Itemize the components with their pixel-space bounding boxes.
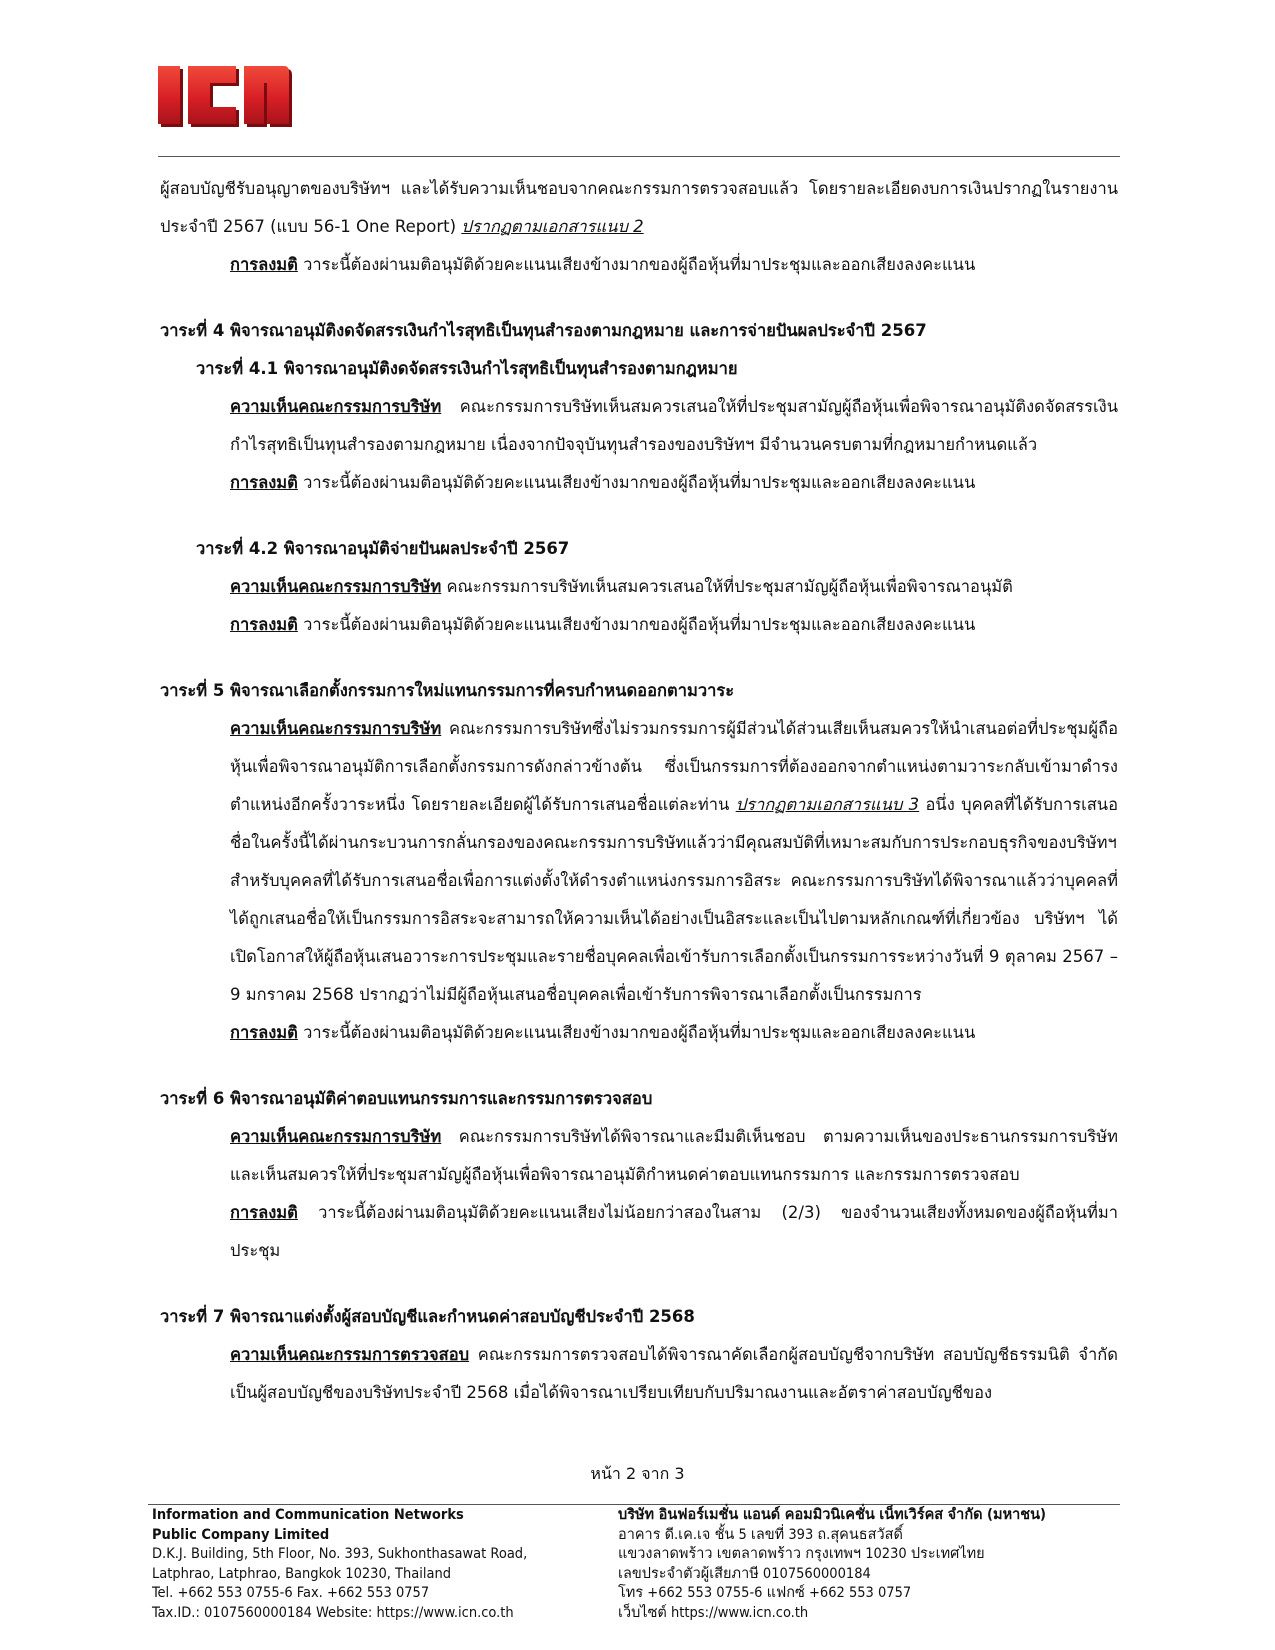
agenda-5-opinion <box>160 710 1118 1014</box>
agenda-4-1-opinion <box>160 388 1118 464</box>
page-number: หน้า 2 จาก 3 <box>590 1464 685 1483</box>
opinion-label: ความเห็นคณะกรรมการบริษัท <box>230 1127 442 1146</box>
vote-label: การลงมติ <box>230 615 298 634</box>
footer-company-name-thai: บริษัท อินฟอร์เมชั่น แอนด์ คอมมิวนิเคชั่น เน็ทเวิร์คส จำกัด (มหาชน) <box>618 1507 1046 1523</box>
intro-paragraph <box>160 170 1118 246</box>
agenda-5-vote <box>160 1014 1118 1052</box>
opinion-label: ความเห็นคณะกรรมการบริษัท <box>230 719 442 738</box>
agenda-5-title: วาระที่ 5 พิจารณาเลือกตั้งกรรมการใหม่แทนกรรมการที่ครบกำหนดออกตามวาระ <box>160 681 735 700</box>
footer-phone-thai: โทร +662 553 0755-6 แฟกซ์ +662 553 0757 <box>618 1585 912 1601</box>
agenda-6-opinion <box>160 1118 1118 1194</box>
vote-label: การลงมติ <box>230 473 298 492</box>
opinion-text: คณะกรรมการบริษัทซึ่งไม่รวมกรรมการผู้มีส่วนได้ส่วนเสียเห็นสมควรให้นำเสนอต่อที่ประชุมผู้ถือหุ้นเพื่อพิจารณาอนุมัติการเลือกตั้งกรรมการดังกล่าวข้างต้น ซึ่งเป็นกรรมการที่ต้องออกจากตำแหน่งตามวาระกลับเข้ามาดำรงตำแหน่งอีกครั้งวาระหนึ่ง โดยรายละเอียดผู้ได้รับการเสนอชื่อแต่ละท่าน <box>230 719 1118 814</box>
agenda-6-title: วาระที่ 6 พิจารณาอนุมัติค่าตอบแทนกรรมการและกรรมการตรวจสอบ <box>160 1089 653 1108</box>
vote-text: วาระนี้ต้องผ่านมติอนุมัติด้วยคะแนนเสียงข้างมากของผู้ถือหุ้นที่มาประชุมและออกเสียงลงคะแนน <box>297 255 976 274</box>
footer-thai <box>618 1506 1118 1623</box>
vote-label: การลงมติ <box>230 255 298 274</box>
attachment-2-reference: ปรากฏตามเอกสารแนบ 2 <box>461 217 644 236</box>
agenda-7-title: วาระที่ 7 พิจารณาแต่งตั้งผู้สอบบัญชีและกำหนดค่าสอบบัญชีประจำปี 2568 <box>160 1307 695 1326</box>
vote-label: การลงมติ <box>230 1023 298 1042</box>
opinion-label: ความเห็นคณะกรรมการบริษัท <box>230 577 442 596</box>
opinion-text: คณะกรรมการตรวจสอบได้พิจารณาคัดเลือกผู้สอบบัญชีจากบริษัท สอบบัญชีธรรมนิติ จำกัด เป็นผู้สอบบัญชีของบริษัทประจำปี 2568 เมื่อได้พิจารณาเปรียบเทียบกับปริมาณงานและอัตราค่าสอบบัญชีของ <box>230 1345 1118 1402</box>
agenda-4-2-vote <box>160 606 1118 644</box>
footer-address-line1: D.K.J. Building, 5th Floor, No. 393, Sukhonthasawat Road, <box>152 1546 528 1562</box>
vote-text: วาระนี้ต้องผ่านมติอนุมัติด้วยคะแนนเสียงข้างมากของผู้ถือหุ้นที่มาประชุมและออกเสียงลงคะแนน <box>297 615 976 634</box>
footer-address-thai-line1: อาคาร ดี.เค.เจ ชั้น 5 เลขที่ 393 ถ.สุคนธสวัสดิ์ <box>618 1526 903 1543</box>
header-rule <box>158 156 1120 157</box>
footer-website-thai: เว็บไซต์ https://www.icn.co.th <box>618 1604 809 1621</box>
vote-paragraph <box>160 246 1118 284</box>
audit-committee-opinion-label: ความเห็นคณะกรรมการตรวจสอบ <box>230 1345 470 1364</box>
document-body <box>160 170 1118 1412</box>
agenda-4-2-opinion <box>160 568 1118 606</box>
footer-phone: Tel. +662 553 0755-6 Fax. +662 553 0757 <box>152 1585 430 1601</box>
opinion-text-continued: อนึ่ง บุคคลที่ได้รับการเสนอชื่อในครั้งนี้ได้ผ่านกระบวนการกลั่นกรองของคณะกรรมการบริษัทแล้วว่ามีคุณสมบัติที่เหมาะสมกับการประกอบธุรกิจของบริษัทฯ สำหรับบุคคลที่ได้รับการเสนอชื่อเพื่อการแต่งตั้งให้ดำรงตำแหน่งกรรมการอิสระ คณะกรรมการบริษัทได้พิจารณาแล้วว่าบุคคลที่ได้ถูกเสนอชื่อให้เป็นกรรมการอิสระจะสามารถให้ความเห็นได้อย่างเป็นอิสระและเป็นไปตามหลักเกณฑ์ที่เกี่ยวข้อง บริษัทฯ ได้เปิดโอกาสให้ผู้ถือหุ้นเสนอวาระการประชุมและรายชื่อบุคคลเพื่อเข้ารับการเลือกตั้งเป็นกรรมการระหว่างวันที่ 9 ตุลาคม 2567 – 9 มกราคม 2568 ปรากฏว่าไม่มีผู้ถือหุ้นเสนอชื่อบุคคลเพื่อเข้ารับการพิจารณาเลือกตั้งเป็นกรรมการ <box>230 795 1118 1004</box>
footer-company-name-line1: Information and Communication Networks <box>152 1507 464 1523</box>
agenda-7-opinion <box>160 1336 1118 1412</box>
agenda-6-vote <box>160 1194 1118 1270</box>
footer-taxid-website: Tax.ID.: 0107560000184 Website: https://www.icn.co.th <box>152 1604 514 1621</box>
opinion-text: คณะกรรมการบริษัทเห็นสมควรเสนอให้ที่ประชุมสามัญผู้ถือหุ้นเพื่อพิจารณาอนุมัติ <box>441 577 1013 596</box>
agenda-4-2-title: วาระที่ 4.2 พิจารณาอนุมัติจ่ายปันผลประจำปี 2567 <box>196 539 570 558</box>
agenda-4-1-title: วาระที่ 4.1 พิจารณาอนุมัติงดจัดสรรเงินกำไรสุทธิเป็นทุนสำรองตามกฎหมาย <box>196 359 738 378</box>
footer-company-name-line2: Public Company Limited <box>152 1526 330 1543</box>
opinion-text: คณะกรรมการบริษัทได้พิจารณาและมีมติเห็นชอบ ตามความเห็นของประธานกรรมการบริษัท และเห็นสมควรให้ที่ประชุมสามัญผู้ถือหุ้นเพื่อพิจารณาอนุมัติกำหนดค่าตอบแทนกรรมการ และกรรมการตรวจสอบ <box>230 1127 1118 1184</box>
footer-address-line2: Latphrao, Latphrao, Bangkok 10230, Thailand <box>152 1565 452 1582</box>
footer-address-thai-line2: แขวงลาดพร้าว เขตลาดพร้าว กรุงเทพฯ 10230 ประเทศไทย <box>618 1546 985 1562</box>
vote-label: การลงมติ <box>230 1203 298 1222</box>
footer-rule <box>148 1504 1120 1505</box>
footer-taxid-thai: เลขประจำตัวผู้เสียภาษี 0107560000184 <box>618 1565 871 1582</box>
attachment-3-reference: ปรากฏตามเอกสารแนบ 3 <box>735 795 920 814</box>
intro-text: ผู้สอบบัญชีรับอนุญาตของบริษัทฯ และได้รับความเห็นชอบจากคณะกรรมการตรวจสอบแล้ว โดยรายละเอียดงบการเงินปรากฏในรายงานประจำปี 2567 (แบบ 56-1 One Report) <box>160 179 1118 236</box>
agenda-4-1-vote <box>160 464 1118 502</box>
footer-english <box>152 1506 592 1623</box>
vote-text: วาระนี้ต้องผ่านมติอนุมัติด้วยคะแนนเสียงข้างมากของผู้ถือหุ้นที่มาประชุมและออกเสียงลงคะแนน <box>297 1023 976 1042</box>
agenda-4-title: วาระที่ 4 พิจารณาอนุมัติงดจัดสรรเงินกำไรสุทธิเป็นทุนสำรองตามกฎหมาย และการจ่ายปันผลประจำปี 2567 <box>160 321 927 340</box>
icn-logo <box>158 66 293 131</box>
opinion-label: ความเห็นคณะกรรมการบริษัท <box>230 397 442 416</box>
opinion-text: คณะกรรมการบริษัทเห็นสมควรเสนอให้ที่ประชุมสามัญผู้ถือหุ้นเพื่อพิจารณาอนุมัติงดจัดสรรเงินกำไรสุทธิเป็นทุนสำรองตามกฎหมาย เนื่องจากปัจจุบันทุนสำรองของบริษัทฯ มีจำนวนครบตามที่กฎหมายกำหนดแล้ว <box>230 397 1118 454</box>
vote-text: วาระนี้ต้องผ่านมติอนุมัติด้วยคะแนนเสียงข้างมากของผู้ถือหุ้นที่มาประชุมและออกเสียงลงคะแนน <box>297 473 976 492</box>
vote-text: วาระนี้ต้องผ่านมติอนุมัติด้วยคะแนนเสียงไม่น้อยกว่าสองในสาม (2/3) ของจำนวนเสียงทั้งหมดของผู้ถือหุ้นที่มาประชุม <box>230 1203 1118 1260</box>
